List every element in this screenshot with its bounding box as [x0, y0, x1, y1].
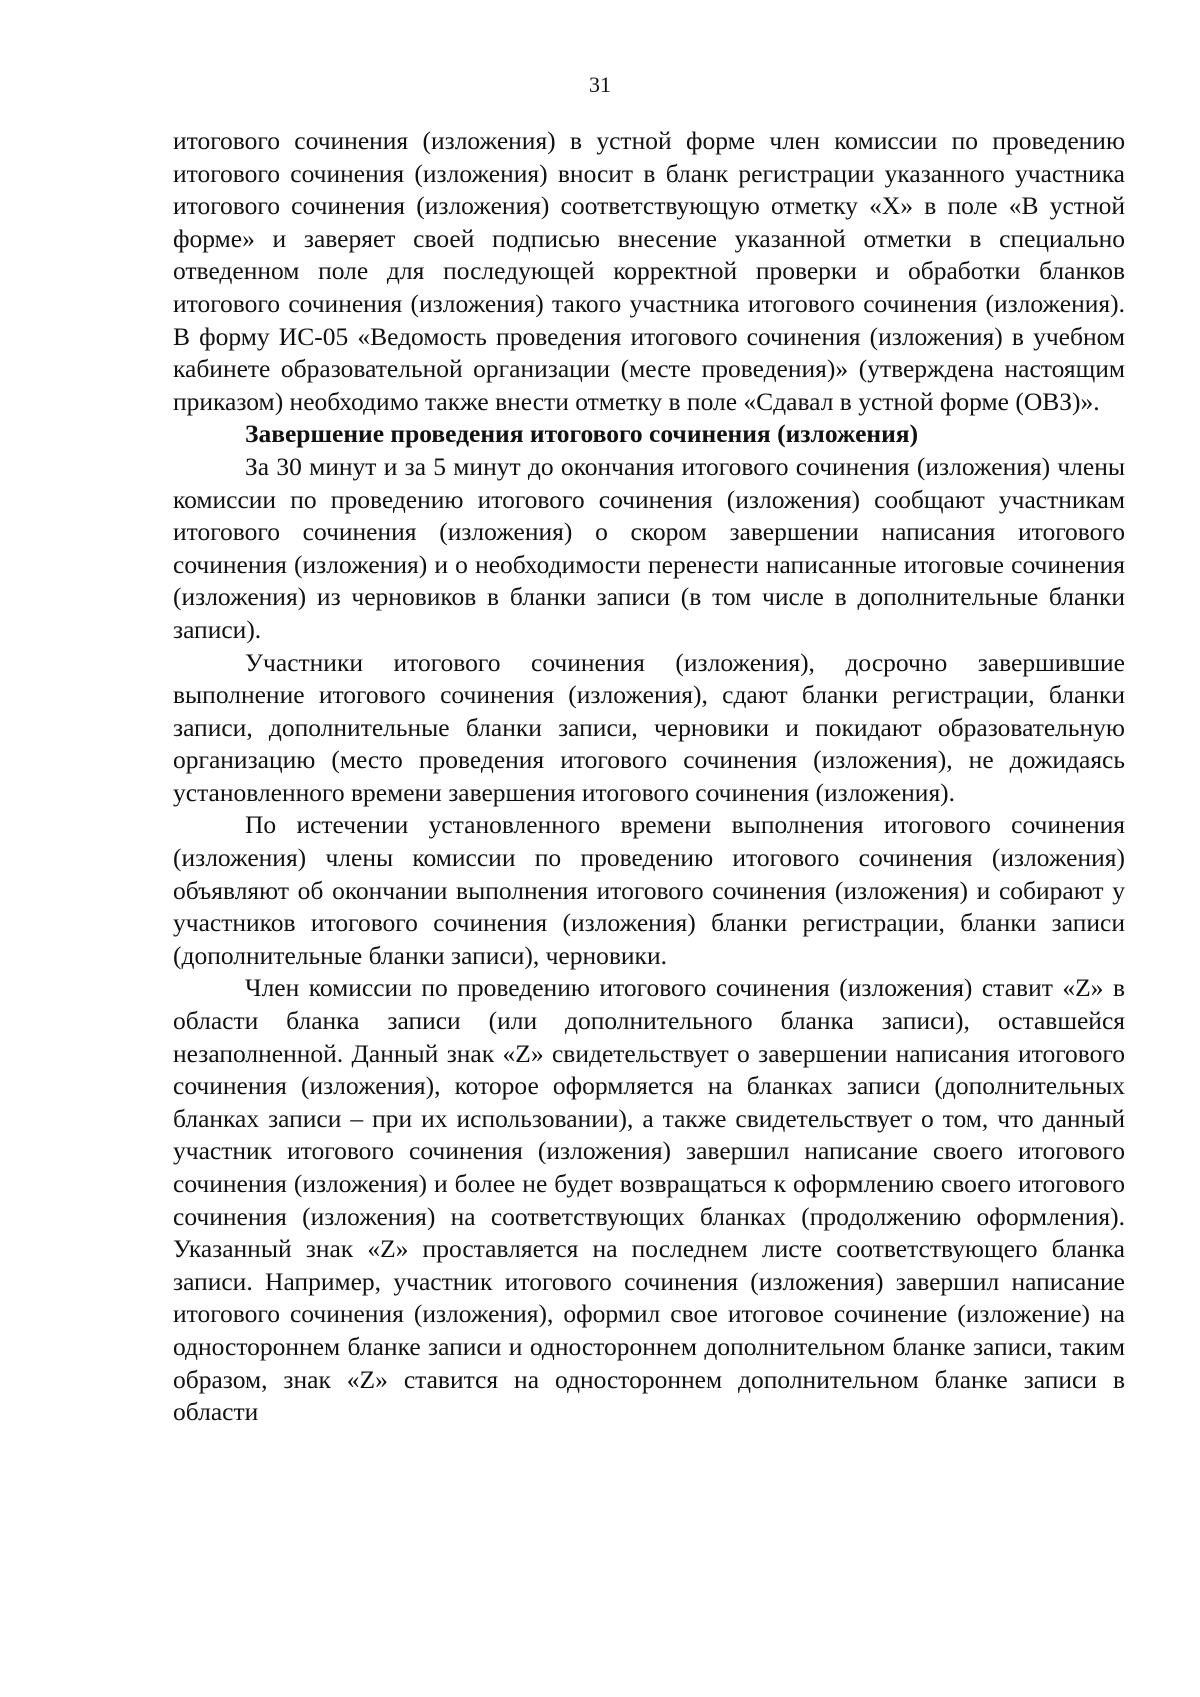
document-body — [173, 125, 1125, 1429]
paragraph-oral-form-mark: итогового сочинения (изложения) в устной форме член комиссии по проведению итогового сочинения (изложения) вносит в бланк регистрации указанного участника итогового сочинения (изложения) соответствующую отметку «X» в поле «В устной форме» и заверяет своей подписью внесение указанной отметки в специально отведенном поле для последующей корректной проверки и обработки бланков итогового сочинения (изложения) такого участника итогового сочинения (изложения). В форму ИС-05 «Ведомость проведения итогового сочинения (изложения) в учебном кабинете образовательной организации (месте проведения)» (утверждена настоящим приказом) необходимо также внести отметку в поле «Сдавал в устной форме (ОВЗ)». — [173, 126, 1125, 416]
paragraph-time-warning: За 30 минут и за 5 минут до окончания итогового сочинения (изложения) члены комиссии по проведению итогового сочинения (изложения) сообщают участникам итогового сочинения (изложения) о скором завершении написания итогового сочинения (изложения) и о необходимости перенести написанные итоговые сочинения (изложения) из черновиков в бланки записи (в том числе в дополнительные бланки записи). — [173, 451, 1125, 644]
section-heading-completion: Завершение проведения итогового сочинения (изложения) — [245, 419, 919, 449]
paragraph-time-expired: По истечении установленного времени выполнения итогового сочинения (изложения) члены комиссии по проведению итогового сочинения (изложения) объявляют об окончании выполнения итогового сочинения (изложения) и собирают у участников итогового сочинения (изложения) бланки регистрации, бланки записи (дополнительные бланки записи), черновики. — [173, 810, 1125, 970]
paragraph-z-mark: Член комиссии по проведению итогового сочинения (изложения) ставит «Z» в области бланка записи (или дополнительного бланка записи), оставшейся незаполненной. Данный знак «Z» свидетельствует о завершении написания итогового сочинения (изложения), которое оформляется на бланках записи (дополнительных бланках записи – при их использовании), а также свидетельствует о том, что данный участник итогового сочинения (изложения) завершил написание своего итогового сочинения (изложения) и более не будет возвращаться к оформлению своего итогового сочинения (изложения) на соответствующих бланках (продолжению оформления). Указанный знак «Z» проставляется на последнем листе соответствующего бланка записи. Например, участник итогового сочинения (изложения) завершил написание итогового сочинения (изложения), оформил свое итоговое сочинение (изложение) на одностороннем бланке записи и одностороннем дополнительном бланке записи, таким образом, знак «Z» ставится на одностороннем дополнительном бланке записи в области — [173, 973, 1125, 1427]
paragraph-early-finish: Участники итогового сочинения (изложения), досрочно завершившие выполнение итогового сочинения (изложения), сдают бланки регистрации, бланки записи, дополнительные бланки записи, черновики и покидают образовательную организацию (место проведения итогового сочинения (изложения), не дожидаясь установленного времени завершения итогового сочинения (изложения). — [173, 647, 1125, 807]
page-number: 31 — [589, 72, 611, 97]
